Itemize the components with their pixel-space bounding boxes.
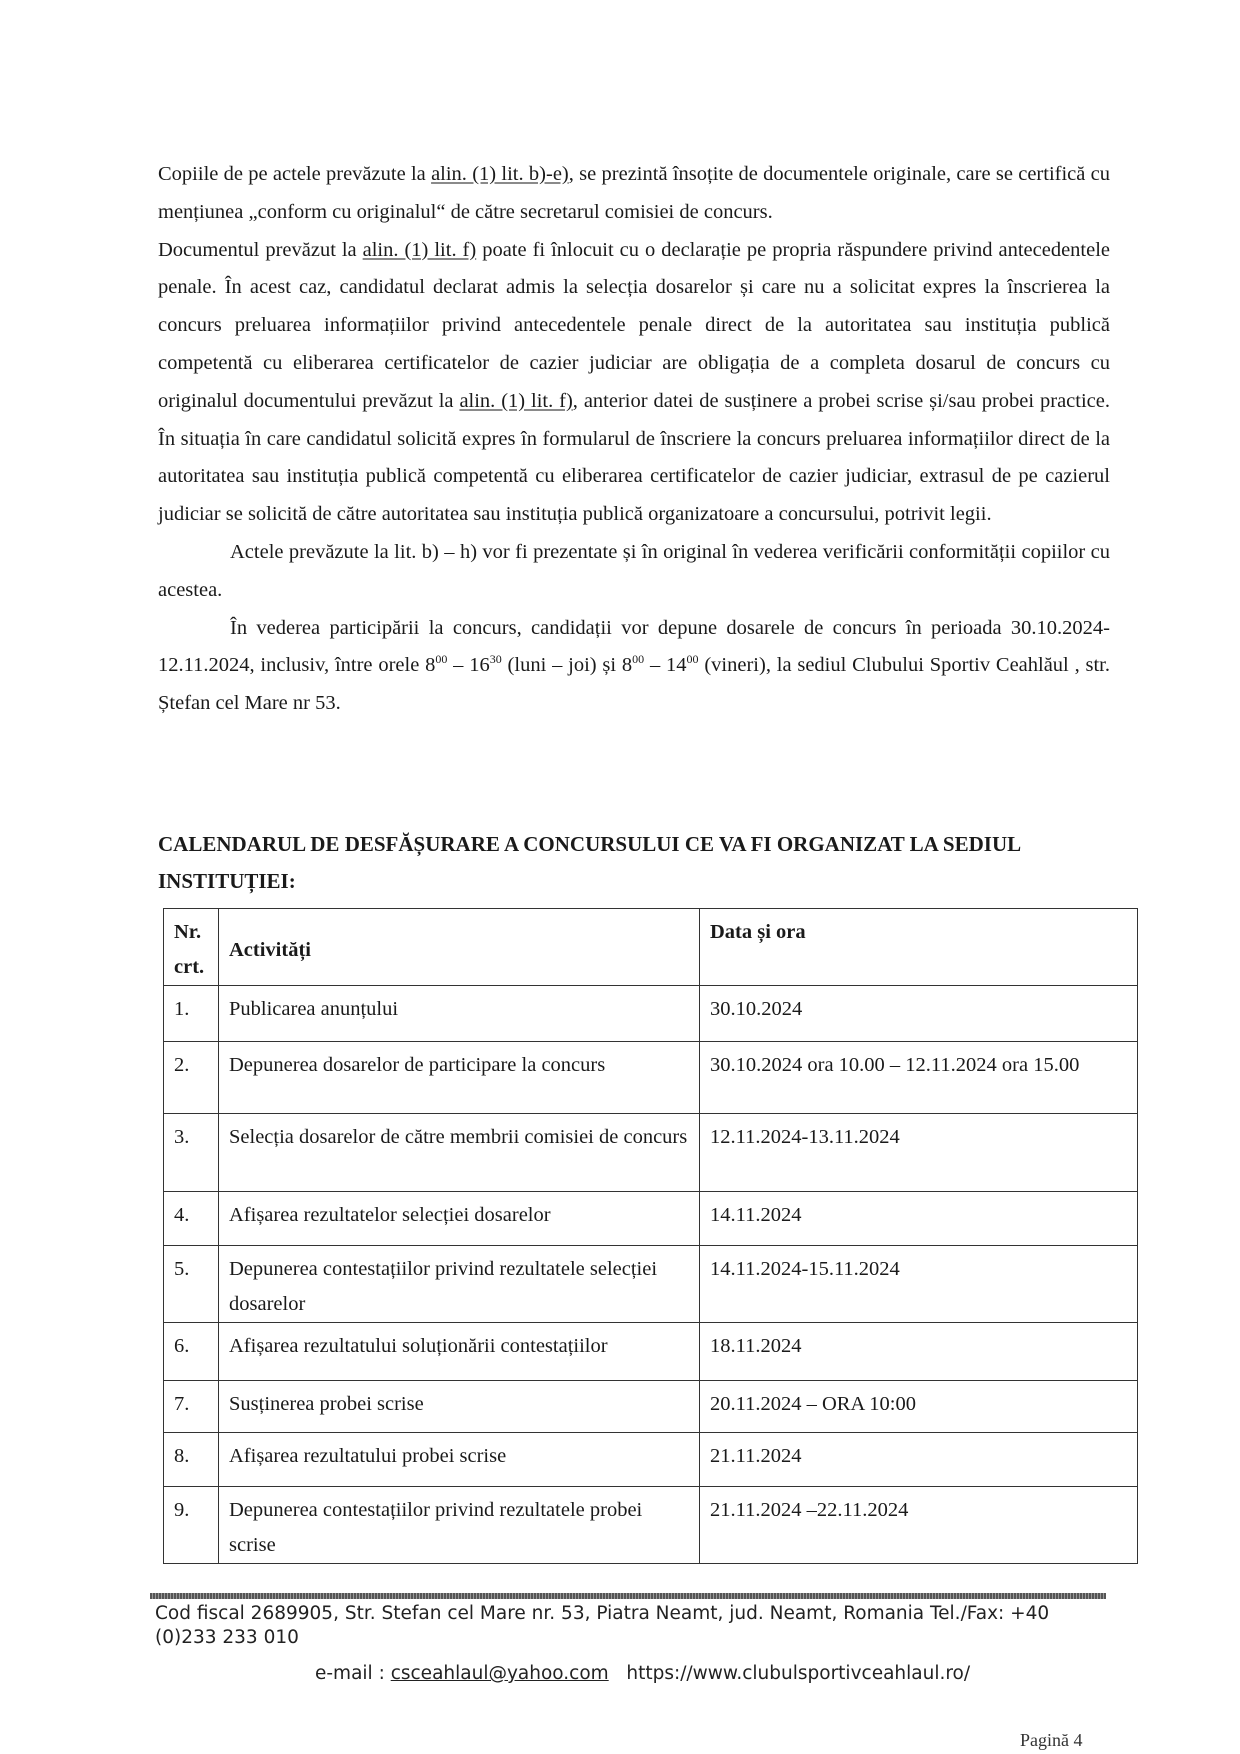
table-header-row <box>164 909 1138 986</box>
row-number: 5. <box>164 1246 219 1323</box>
row-date: 14.11.2024 <box>700 1192 1138 1246</box>
row-date: 30.10.2024 <box>700 986 1138 1042</box>
table-row <box>164 1246 1138 1323</box>
legal-reference-link[interactable]: alin. (1) lit. f) <box>459 389 573 412</box>
row-number: 1. <box>164 986 219 1042</box>
row-date: 20.11.2024 – ORA 10:00 <box>700 1381 1138 1433</box>
paragraph-copies: Copiile de pe actele prevăzute la alin. (1) lit. b)-e), se prezintă însoțite de documentele originale, care se certifică cu mențiunea „conform cu originalul“ de către secretarul comisiei de concurs. <box>158 163 1110 223</box>
website-link[interactable]: https://www.clubulsportivceahlaul.ro/ <box>626 1663 971 1684</box>
table-row <box>164 1042 1138 1114</box>
row-activity: Publicarea anunțului <box>219 986 700 1042</box>
row-activity: Depunerea dosarelor de participare la concurs <box>219 1042 700 1114</box>
table-row <box>164 1323 1138 1381</box>
row-activity: Susținerea probei scrise <box>219 1381 700 1433</box>
paragraph-criminal-record: Documentul prevăzut la alin. (1) lit. f) poate fi înlocuit cu o declarație pe propria răspundere privind antecedentele penale. În acest caz, candidatul declarat admis la selecția dosarelor și care nu a solicitat expres la înscrierea la concurs preluarea informațiilor privind antecedentele penale direct de la autoritatea sau instituția publică competentă cu eliberarea certificatelor de cazier judiciar are obligația de a completa dosarul de concurs cu originalul documentului prevăzut la alin. (1) lit. f), anterior datei de susținere a probei scrise și/sau probei practice. În situația în care candidatul solicită expres în formularul de înscriere la concurs preluarea informațiilor direct de la autoritatea sau instituția publică competentă cu eliberarea certificatelor de cazier judiciar, extrasul de pe cazierul judiciar se solicită de către autoritatea sau instituția publică organizatoare a concursului, potrivit legii. <box>158 238 1111 526</box>
row-activity: Afișarea rezultatelor selecției dosarelor <box>219 1192 700 1246</box>
table-row <box>164 1487 1138 1564</box>
row-date: 14.11.2024-15.11.2024 <box>700 1246 1138 1323</box>
row-number: 9. <box>164 1487 219 1564</box>
header-date: Data și ora <box>700 909 1138 986</box>
row-date: 21.11.2024 <box>700 1433 1138 1487</box>
table-row <box>164 1114 1138 1192</box>
row-number: 4. <box>164 1192 219 1246</box>
footer-divider <box>150 1593 1106 1599</box>
page-number: Pagină 4 <box>1020 1730 1083 1750</box>
table-row <box>164 1433 1138 1487</box>
row-date: 30.10.2024 ora 10.00 – 12.11.2024 ora 15.00 <box>700 1042 1138 1114</box>
body-text <box>158 156 1110 723</box>
footer-address: Cod fiscal 2689905, Str. Stefan cel Mare nr. 53, Piatra Neamt, jud. Neamt, Romania Tel./Fax: +40 (0)233 233 010 <box>155 1603 1050 1648</box>
row-number: 2. <box>164 1042 219 1114</box>
row-number: 3. <box>164 1114 219 1192</box>
footer <box>155 1602 1115 1686</box>
row-activity: Depunerea contestațiilor privind rezultatele probei scrise <box>219 1487 700 1564</box>
calendar-heading: CALENDARUL DE DESFĂȘURARE A CONCURSULUI CE VA FI ORGANIZAT LA SEDIUL INSTITUȚIEI: <box>158 832 1020 893</box>
row-date: 12.11.2024-13.11.2024 <box>700 1114 1138 1192</box>
row-activity: Afișarea rezultatului probei scrise <box>219 1433 700 1487</box>
paragraph-submission-period: În vederea participării la concurs, candidații vor depune dosarele de concurs în perioada 30.10.2024-12.11.2024, inclusiv, între orele $8^{00} - 16^{30}$ (luni – joi) și $8^{00} - 14^{00}$ (vineri), la sediul Clubului Sportiv Ceahlăul , str. Ștefan cel Mare nr 53. <box>158 616 1110 715</box>
paragraph-originals: Actele prevăzute la lit. b) – h) vor fi prezentate și în original în vederea verificării conformității copiilor cu acestea. <box>158 540 1110 601</box>
footer-contact: e-mail : csceahlaul@yahoo.com https://www.clubulsportivceahlaul.ro/ <box>315 1663 971 1684</box>
row-date: 21.11.2024 –22.11.2024 <box>700 1487 1138 1564</box>
legal-reference-link[interactable]: alin. (1) lit. b)-e) <box>431 163 569 185</box>
table-row <box>164 1192 1138 1246</box>
row-activity: Afișarea rezultatului soluționării contestațiilor <box>219 1323 700 1381</box>
row-activity: Depunerea contestațiilor privind rezultatele selecției dosarelor <box>219 1246 700 1323</box>
legal-reference-link[interactable]: alin. (1) lit. f) <box>362 238 477 261</box>
email-link[interactable]: csceahlaul@yahoo.com <box>390 1663 609 1684</box>
row-number: 6. <box>164 1323 219 1381</box>
row-activity: Selecția dosarelor de către membrii comisiei de concurs <box>219 1114 700 1192</box>
header-activity: Activități <box>219 909 700 986</box>
row-date: 18.11.2024 <box>700 1323 1138 1381</box>
table-row <box>164 1381 1138 1433</box>
table-row <box>164 986 1138 1042</box>
row-number: 7. <box>164 1381 219 1433</box>
row-number: 8. <box>164 1433 219 1487</box>
header-nr: Nr. crt. <box>164 909 219 986</box>
calendar-table <box>163 908 1138 1564</box>
